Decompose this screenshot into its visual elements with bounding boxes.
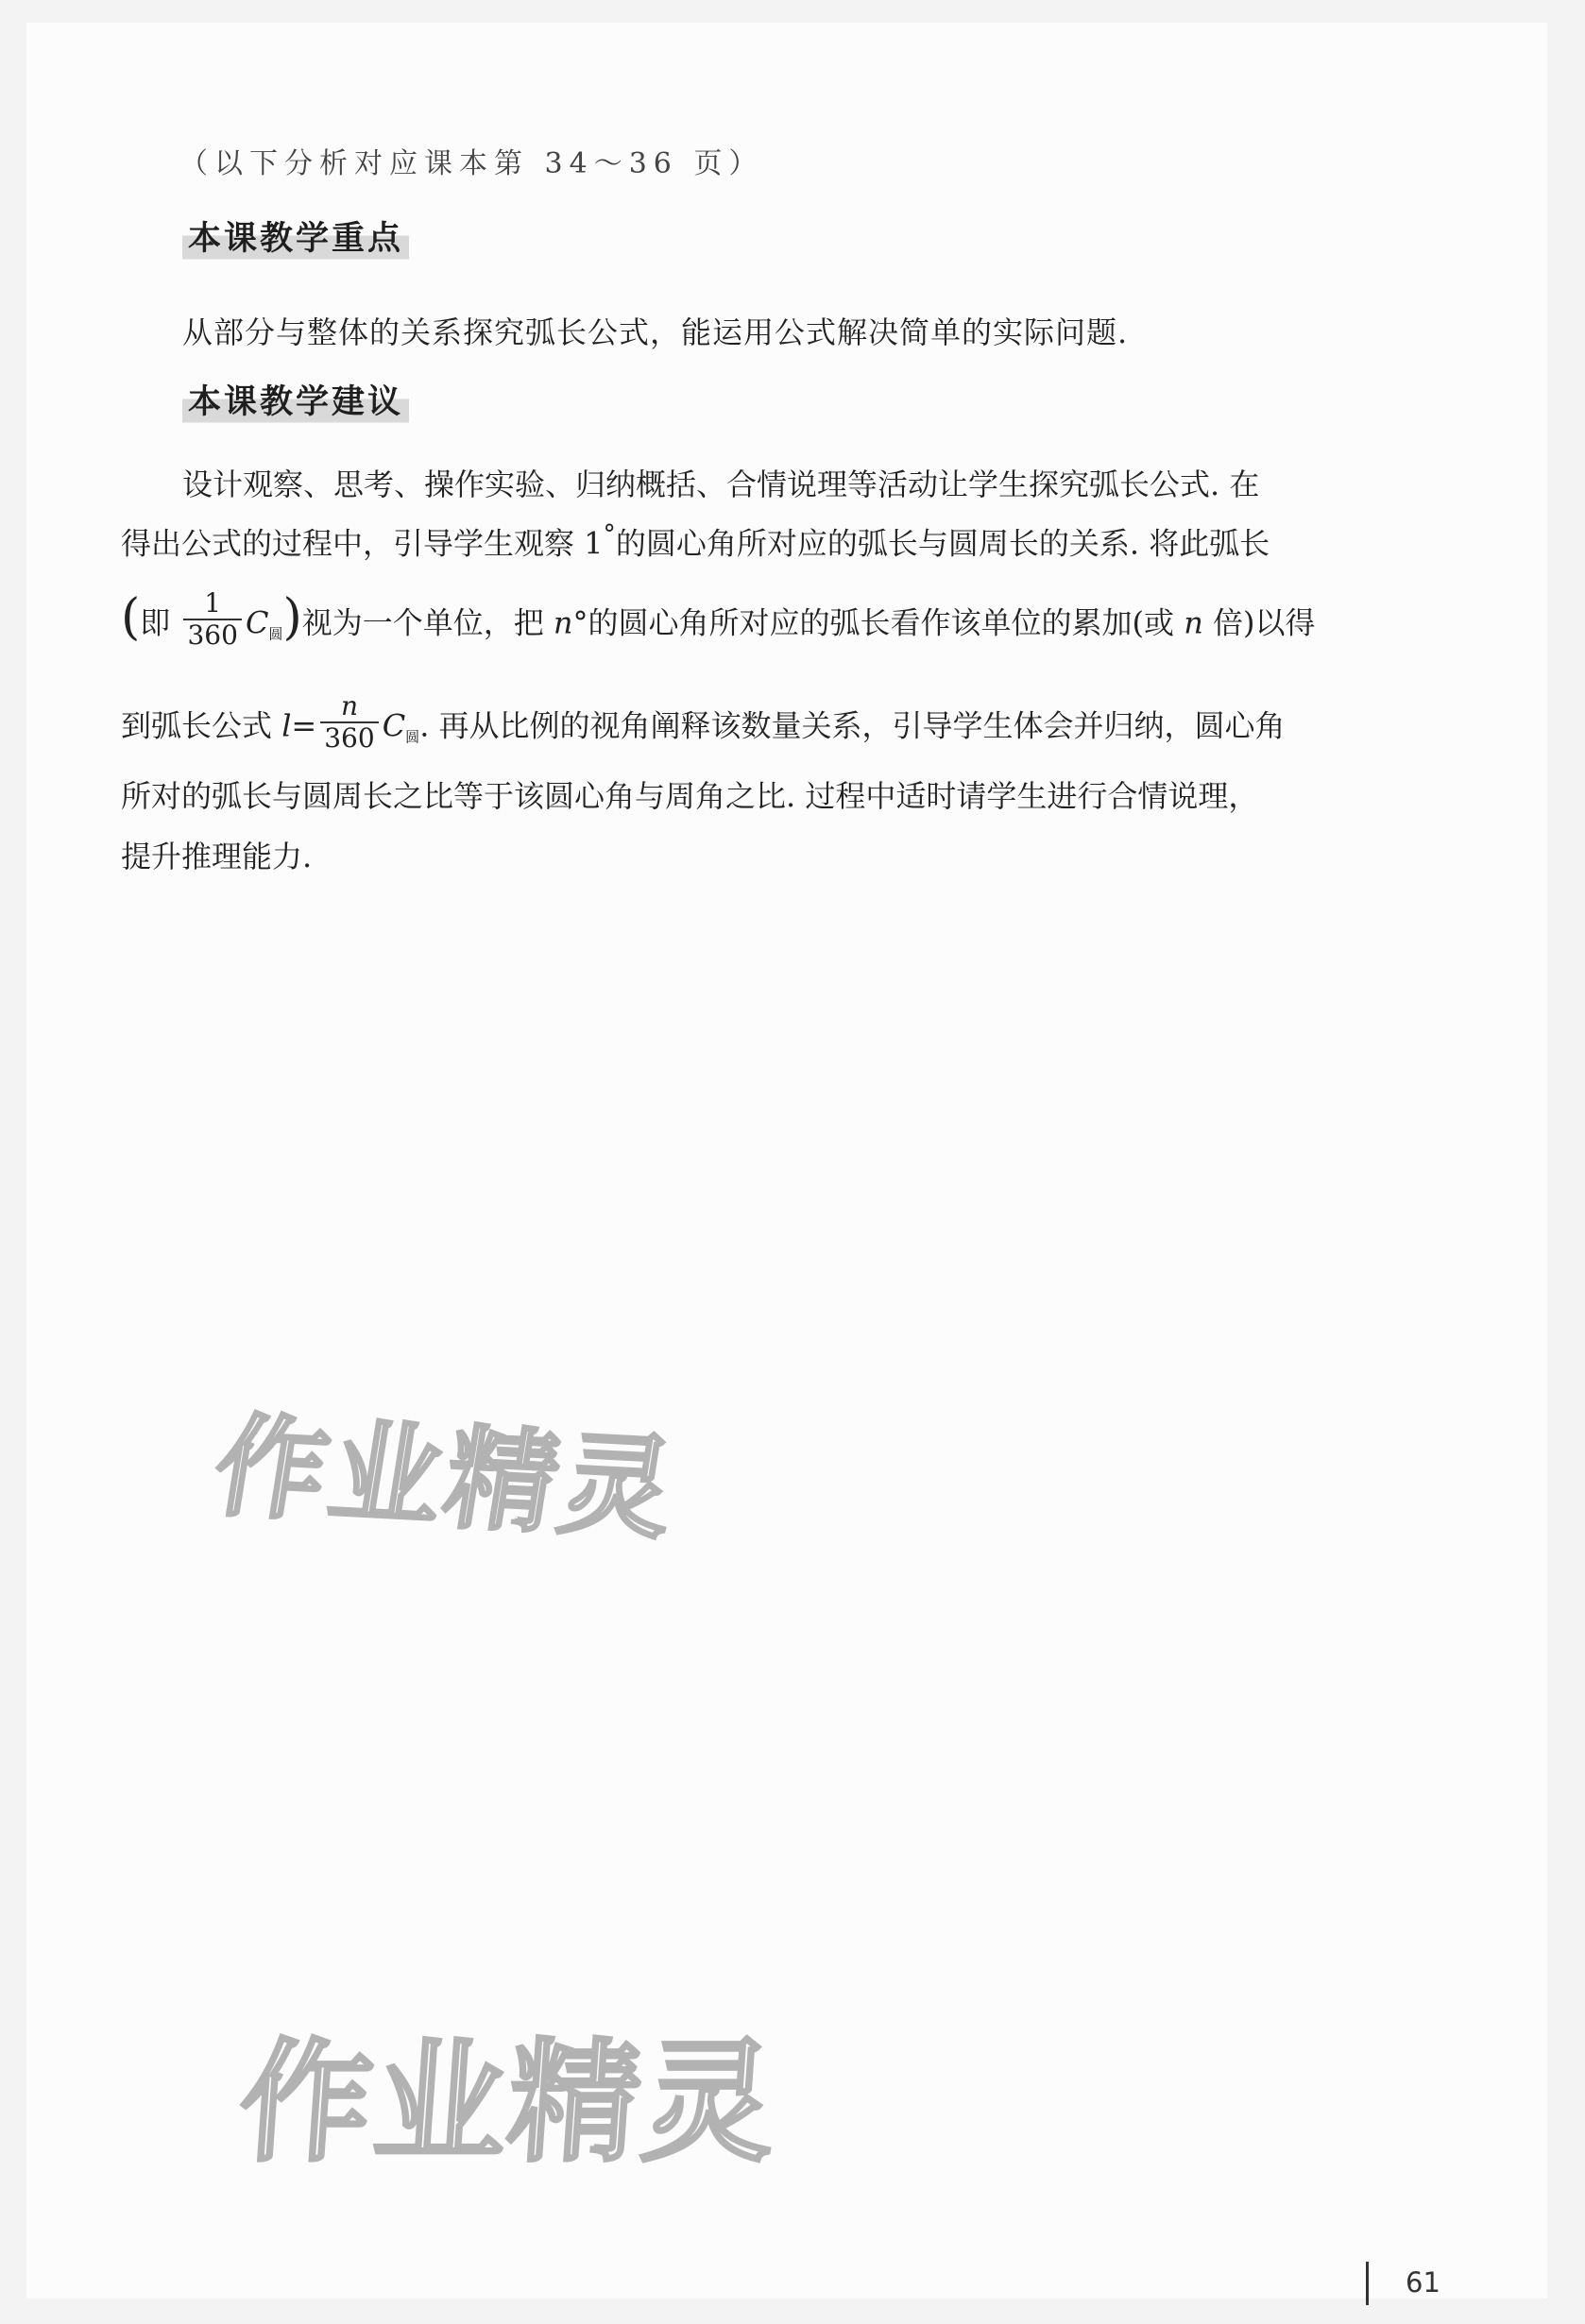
fraction-numerator: 1	[183, 588, 241, 620]
document-page	[26, 23, 1547, 2299]
suggestion-line-1: 设计观察、思考、操作实验、归纳概括、合情说理等活动让学生探究弧长公式. 在	[182, 466, 1260, 502]
line4-text-b: . 再从比例的视角阐释该数量关系，引导学生体会并归纳，圆心角	[419, 707, 1286, 744]
line3-text-c: 倍)以得	[1202, 604, 1316, 641]
equals-sign: =	[291, 707, 317, 744]
variable-n: n	[553, 604, 573, 641]
folio-divider	[1366, 2262, 1369, 2305]
variable-l: l	[281, 707, 292, 744]
fraction-denominator: 360	[187, 619, 238, 652]
fraction-1-over-360	[183, 588, 241, 651]
degree-symbol: °	[603, 520, 616, 550]
open-paren: (	[121, 589, 141, 647]
line3-text-b: °的圆心角所对应的弧长看作该单位的累加(或	[572, 604, 1184, 641]
heading-teaching-suggestion: 本课教学建议	[182, 376, 409, 427]
variable-n-2: n	[1184, 604, 1203, 641]
circumference-subscript: 圆	[268, 625, 283, 643]
line4-text-a: 到弧长公式	[121, 707, 282, 744]
suggestion-line-3	[121, 587, 1316, 656]
page-number: 61	[1406, 2266, 1440, 2299]
circumference-symbol-2: C	[382, 707, 406, 744]
heading-teaching-focus: 本课教学重点	[182, 212, 409, 263]
close-paren: )	[282, 589, 302, 647]
fraction-denominator-360: 360	[324, 722, 375, 755]
line2-text-b: 的圆心角所对应的弧长与圆周长的关系. 将此弧长	[615, 525, 1270, 562]
watermark-upper: 作业精灵	[205, 1400, 687, 1555]
fraction-numerator-n: n	[320, 691, 378, 723]
suggestion-line-6: 提升推理能力.	[121, 839, 313, 874]
line3-text-a: 视为一个单位，把	[301, 604, 554, 641]
circumference-subscript-2: 圆	[405, 728, 420, 746]
reference-note: （以下分析对应课本第 34～36 页）	[179, 147, 764, 180]
ji-text: 即	[140, 604, 171, 641]
suggestion-line-4	[121, 690, 1286, 759]
suggestion-line-2	[121, 520, 1270, 562]
teaching-focus-text: 从部分与整体的关系探究弧长公式，能运用公式解决简单的实际问题.	[182, 314, 1129, 350]
line2-text-a: 得出公式的过程中，引导学生观察 1	[121, 525, 604, 562]
circumference-symbol: C	[245, 604, 269, 641]
watermark-lower: 作业精灵	[234, 2027, 782, 2180]
fraction-n-over-360	[320, 691, 378, 754]
suggestion-line-5: 所对的弧长与圆周长之比等于该圆心角与周角之比. 过程中适时请学生进行合情说理，	[121, 778, 1259, 814]
